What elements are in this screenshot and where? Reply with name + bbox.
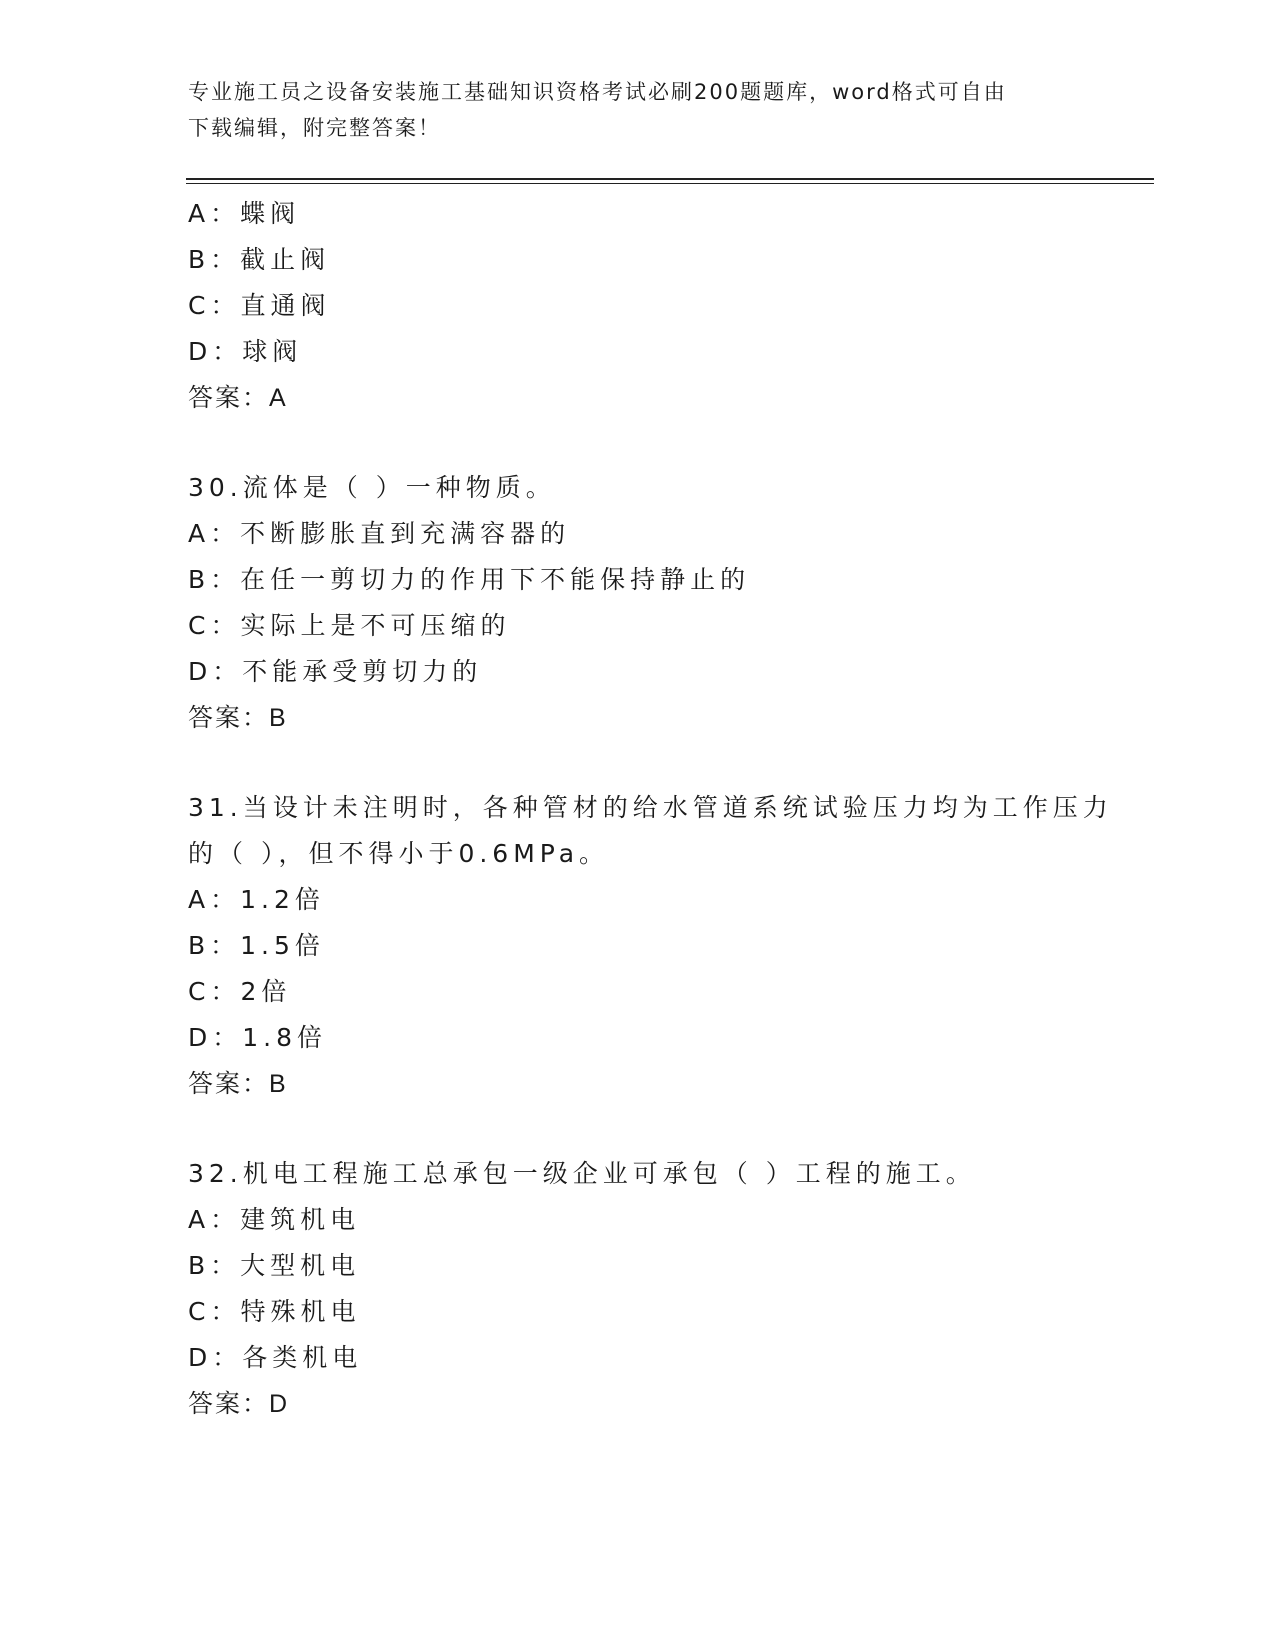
option-a: A：1.2倍 bbox=[188, 885, 325, 914]
question-text-line-1: 31.当设计未注明时，各种管材的给水管道系统试验压力均为工作压力 bbox=[188, 793, 1113, 822]
option-b: B：大型机电 bbox=[188, 1251, 361, 1280]
option-b: B：在任一剪切力的作用下不能保持静止的 bbox=[188, 565, 751, 594]
option-d: D：不能承受剪切力的 bbox=[188, 657, 483, 686]
question-block-32 bbox=[188, 1151, 1148, 1427]
question-block-30 bbox=[188, 465, 1148, 741]
spacer bbox=[188, 1107, 1148, 1151]
spacer bbox=[188, 421, 1148, 465]
header-divider-thin bbox=[186, 183, 1154, 184]
option-b: B：截止阀 bbox=[188, 245, 331, 274]
option-a: A：不断膨胀直到充满容器的 bbox=[188, 519, 571, 548]
option-c: C：实际上是不可压缩的 bbox=[188, 611, 511, 640]
option-c: C：直通阀 bbox=[188, 291, 331, 320]
question-block-31 bbox=[188, 785, 1148, 1107]
option-c: C：特殊机电 bbox=[188, 1297, 361, 1326]
answer-line: 答案：A bbox=[188, 384, 288, 412]
option-d: D：球阀 bbox=[188, 337, 303, 366]
spacer bbox=[188, 741, 1148, 785]
answer-line: 答案：B bbox=[188, 1070, 288, 1098]
option-d: D：各类机电 bbox=[188, 1343, 363, 1372]
option-b: B：1.5倍 bbox=[188, 931, 325, 960]
document-body bbox=[188, 191, 1148, 1427]
answer-line: 答案：B bbox=[188, 704, 288, 732]
option-a: A：建筑机电 bbox=[188, 1205, 361, 1234]
question-text: 32.机电工程施工总承包一级企业可承包（ ）工程的施工。 bbox=[188, 1159, 976, 1188]
answer-line: 答案：D bbox=[188, 1390, 290, 1418]
header-title-line-2: 下载编辑，附完整答案！ bbox=[188, 116, 441, 140]
header-title-line-1: 专业施工员之设备安装施工基础知识资格考试必刷200题题库，word格式可自由 bbox=[188, 80, 1007, 104]
option-a: A：蝶阀 bbox=[188, 199, 301, 228]
option-c: C：2倍 bbox=[188, 977, 292, 1006]
question-text-line-2: 的（ ），但不得小于0.6MPa。 bbox=[188, 839, 610, 868]
option-d: D：1.8倍 bbox=[188, 1023, 328, 1052]
question-text: 30.流体是（ ）一种物质。 bbox=[188, 473, 556, 502]
header-divider-thick bbox=[186, 178, 1154, 180]
question-block-29 bbox=[188, 191, 1148, 421]
document-header bbox=[188, 74, 1088, 146]
